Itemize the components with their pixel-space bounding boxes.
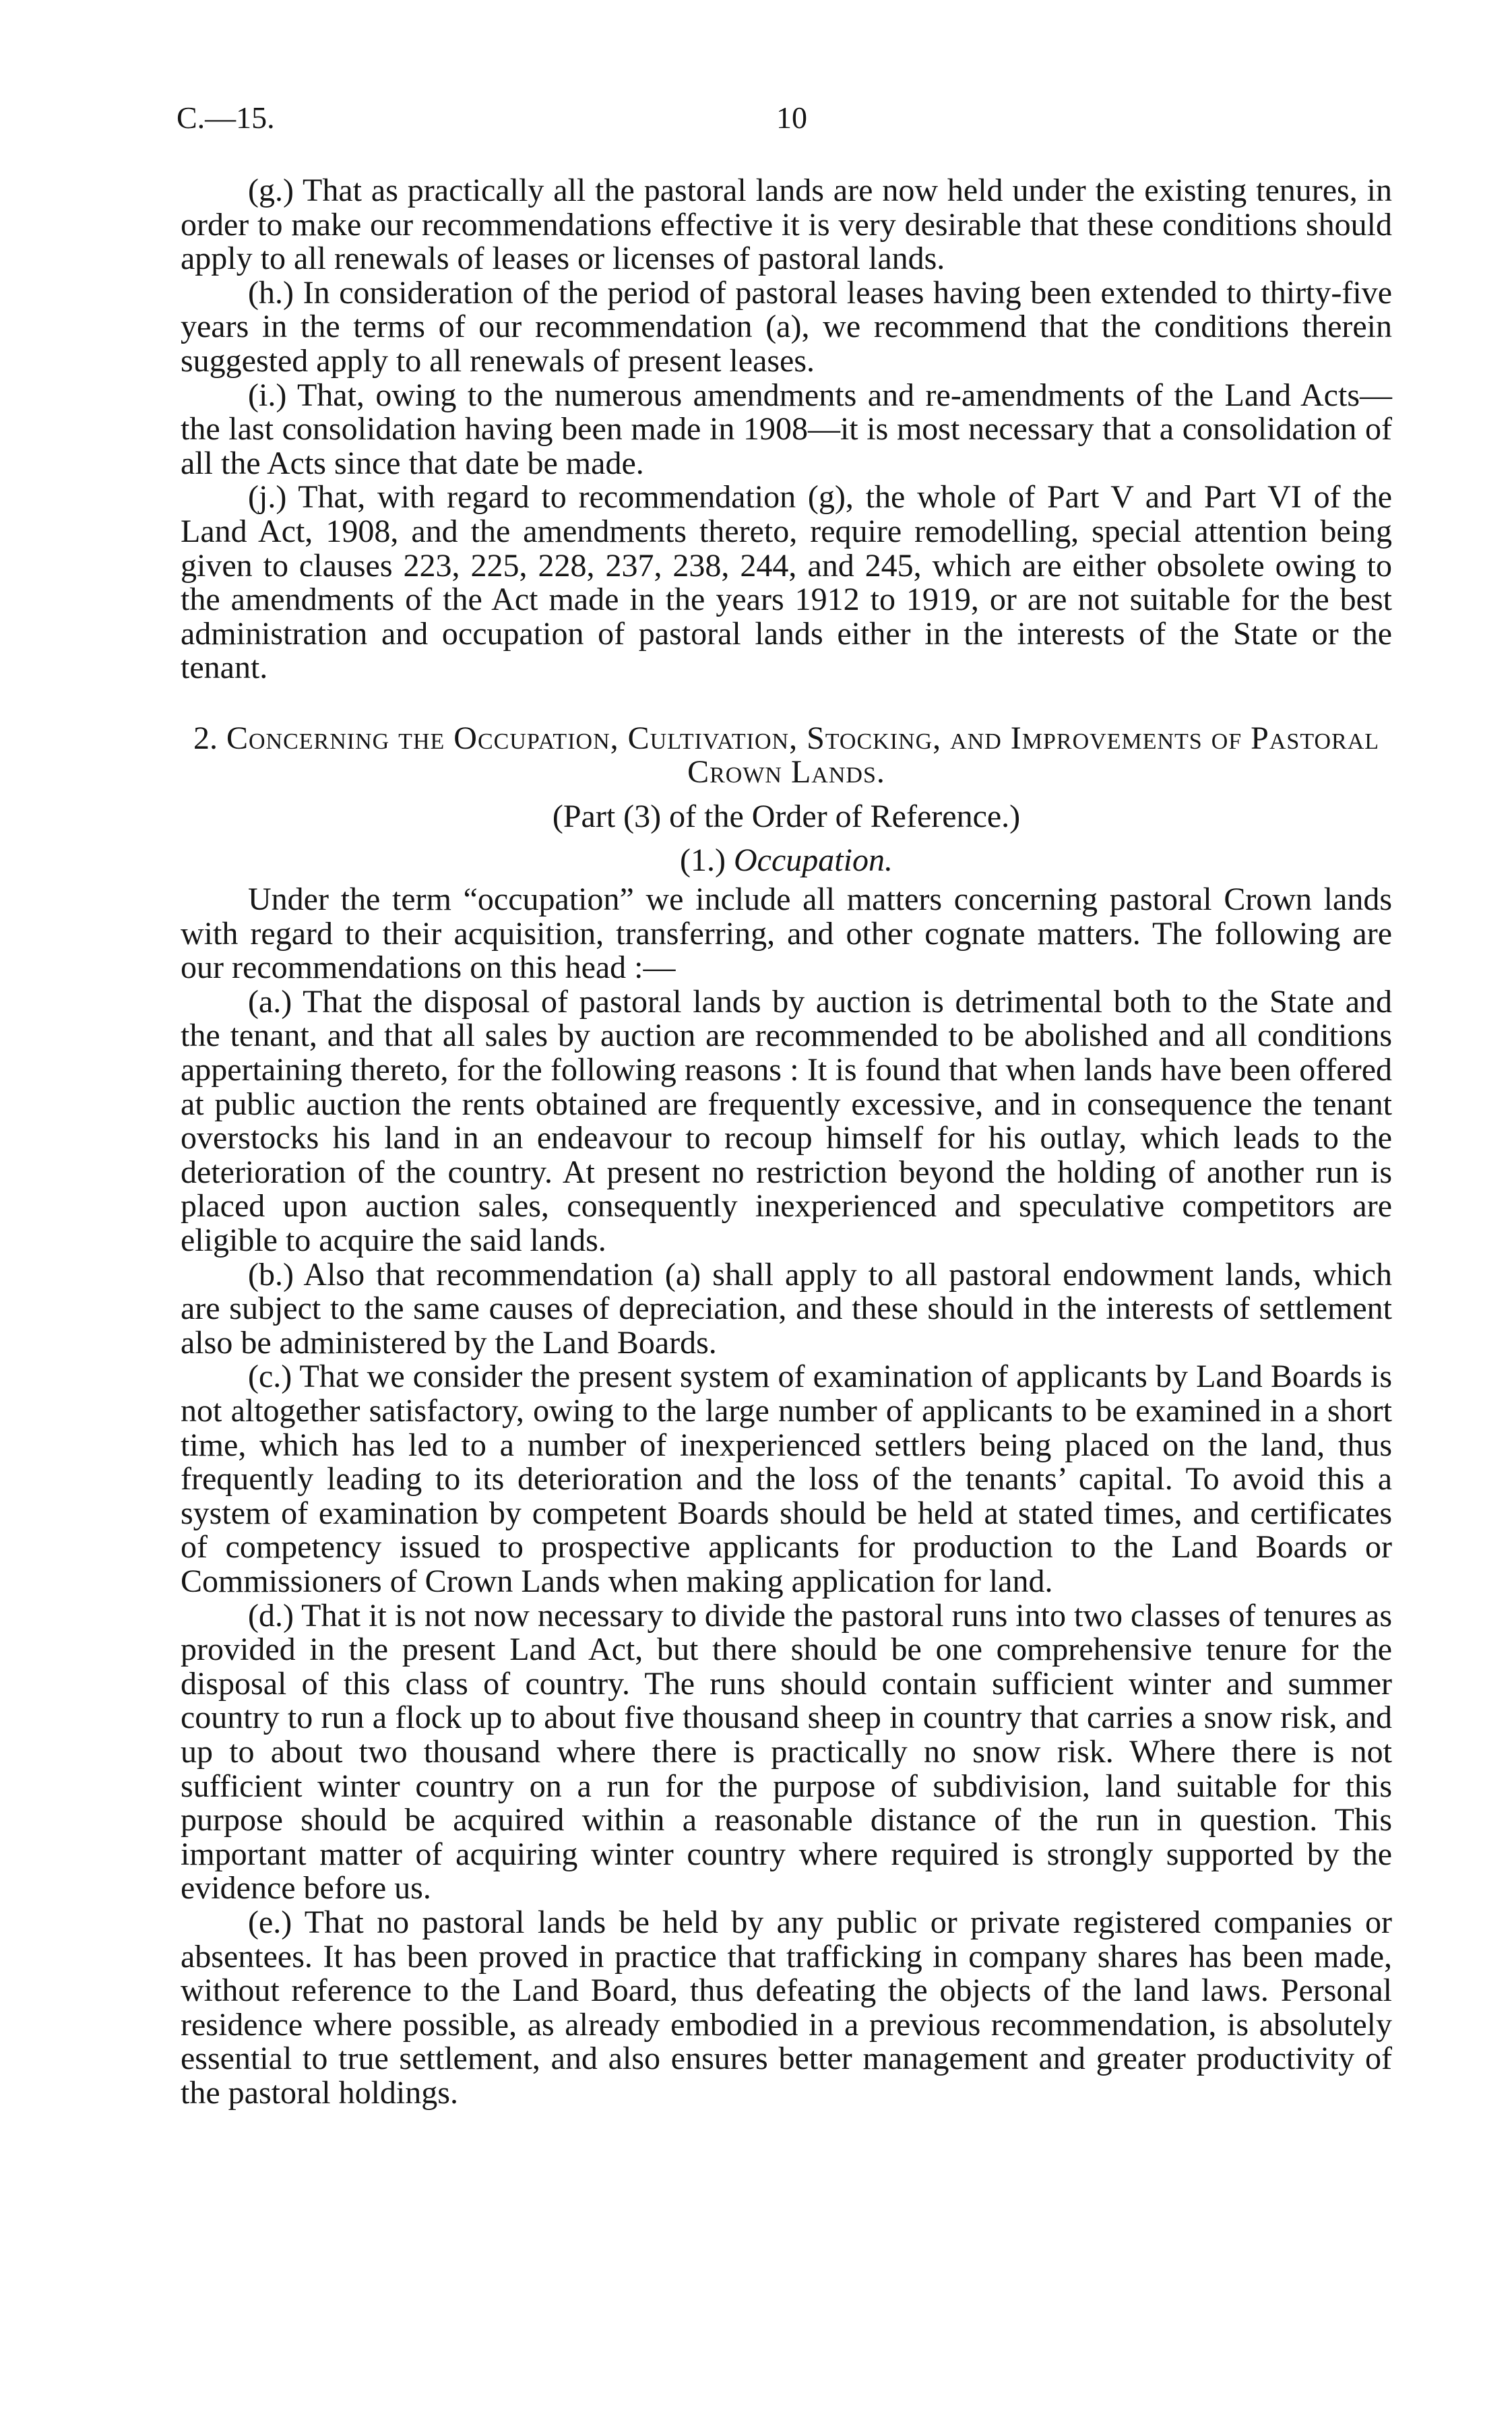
paragraph-label: (e.) [248,1904,292,1940]
paragraph-text: Also that recommendation (a) shall apply to all pastoral endowment lands, which are subject to the same causes of depreciation, and these should in the interests of settlement also be administered by the Land Boards. [181,1256,1392,1361]
paragraph-i [181,379,1392,481]
paragraph-text: That the disposal of pastoral lands by auction is detrimental both to the State and the tenant, and that all sales by auction are recommended to be abolished and all conditions appertaining thereto, for the following reasons : It is found that when lands have been offered at public auction the rents obtained are frequently excessive, and in consequence the tenant overstocks his land in an endeavour to recoup himself for his outlay, which leads to the deterioration of the country. At present no restriction beyond the holding of another run is placed upon auction sales, consequently inexperienced and speculative competitors are eligible to acquire the said lands. [181,983,1392,1259]
paragraph-text: That as practically all the pastoral lands are now held under the existing tenures, in order to make our recommendations effective it is very desirable that these conditions should apply to all renewals of leases or licenses of pastoral lands. [181,173,1392,277]
paragraph-b [181,1258,1392,1361]
section-number: 2. [193,720,218,756]
paragraph-c [181,1360,1392,1599]
paragraph-label: (g.) [248,173,294,208]
section-heading [181,722,1392,789]
paragraph-label: (b.) [248,1256,294,1293]
section-title: Concerning the Occupation, Cultivation, Stocking, and Improvements of Pastoral Crown Lands. [226,720,1380,790]
paragraph-label: (h.) [248,274,294,311]
paragraph-d [181,1599,1392,1906]
document-body [181,174,1392,2110]
document-reference: C.—15. [177,100,275,135]
paragraph-text: That we consider the present system of examination of applicants by Land Boards is not altogether satisfactory, owing to the large number of applicants to be examined in a short time, which has led to a number of inexperienced settlers being placed on the land, thus frequently leading to its deterioration and the loss of the tenants’ capital. To avoid this a system of examination by competent Boards should be held at stated times, and certificates of competency issued to prospective applicants for production to the Land Boards or Commissioners of Crown Lands when making application for land. [181,1359,1392,1599]
paragraph-g [181,174,1392,276]
paragraph-j [181,480,1392,685]
paragraph-e [181,1906,1392,2111]
running-head [177,100,1383,140]
paragraph-label: (d.) [248,1597,294,1634]
paragraph-label: (i.) [248,377,287,413]
intro-paragraph: Under the term “occupation” we include all matters concerning pastoral Crown lands with regard to their acquisition, transferring, and other cognate matters. The following are our recommendations on this head :— [181,881,1392,986]
paragraph-text: That, owing to the numerous amendments and re-amendments of the Land Acts—the last consolidation having been made in 1908—it is most necessary that a consolidation of all the Acts since that date be made. [181,377,1392,481]
paragraph-text: That, with regard to recommendation (g), the whole of Part V and Part VI of the Land Act, 1908, and the amendments thereto, require remodelling, special attention being given to clauses 223, 225, 228, 237, 238, 244, and 245, which are either obsolete owing to the amendments of the Act made in the years 1912 to 1919, or are not suitable for the best administration and occupation of pastoral lands either in the interests of the State or the tenant. [181,479,1392,686]
paragraph-text: In consideration of the period of pastoral leases having been extended to thirty-five years in the terms of our recommendation (a), we recommend that the conditions therein suggested apply to all renewals of present leases. [181,274,1392,379]
paragraph-text: That it is not now necessary to divide the pastoral runs into two classes of tenures as provided in the present Land Act, but there should be one comprehensive tenure for the disposal of this class of country. The runs should contain sufficient winter and summer country to run a flock up to about five thousand sheep in country that carries a snow risk, and up to about two thousand where there is practically no snow risk. Where there is not sufficient winter country on a run for the purpose of subdivision, land suitable for this purpose should be acquired within a reasonable distance of the run in question. This important matter of acquiring winter country where required is strongly supported by the evidence before us. [181,1597,1392,1906]
paragraph-label: (j.) [248,479,287,516]
paragraph-a [181,985,1392,1258]
subsection-number: (1.) [680,842,726,878]
paragraph-label: (a.) [248,983,292,1020]
paragraph-text: That no pastoral lands be held by any public or private registered companies or absentees. It has been proved in practice that trafficking in company shares has been made, without reference to the Land Board, thus defeating the objects of the land laws. Personal residence where possible, as already embodied in a previous recommendation, is absolutely essential to true settlement, and also ensures better management and greater productivity of the pastoral holdings. [181,1904,1392,2111]
subsection-title: Occupation. [734,842,893,878]
paragraph-h [181,276,1392,379]
order-reference: (Part (3) of the Order of Reference.) [552,798,1021,834]
subsection-heading [181,844,1392,878]
paragraph-label: (c.) [248,1359,292,1395]
page-number: 10 [776,100,807,135]
